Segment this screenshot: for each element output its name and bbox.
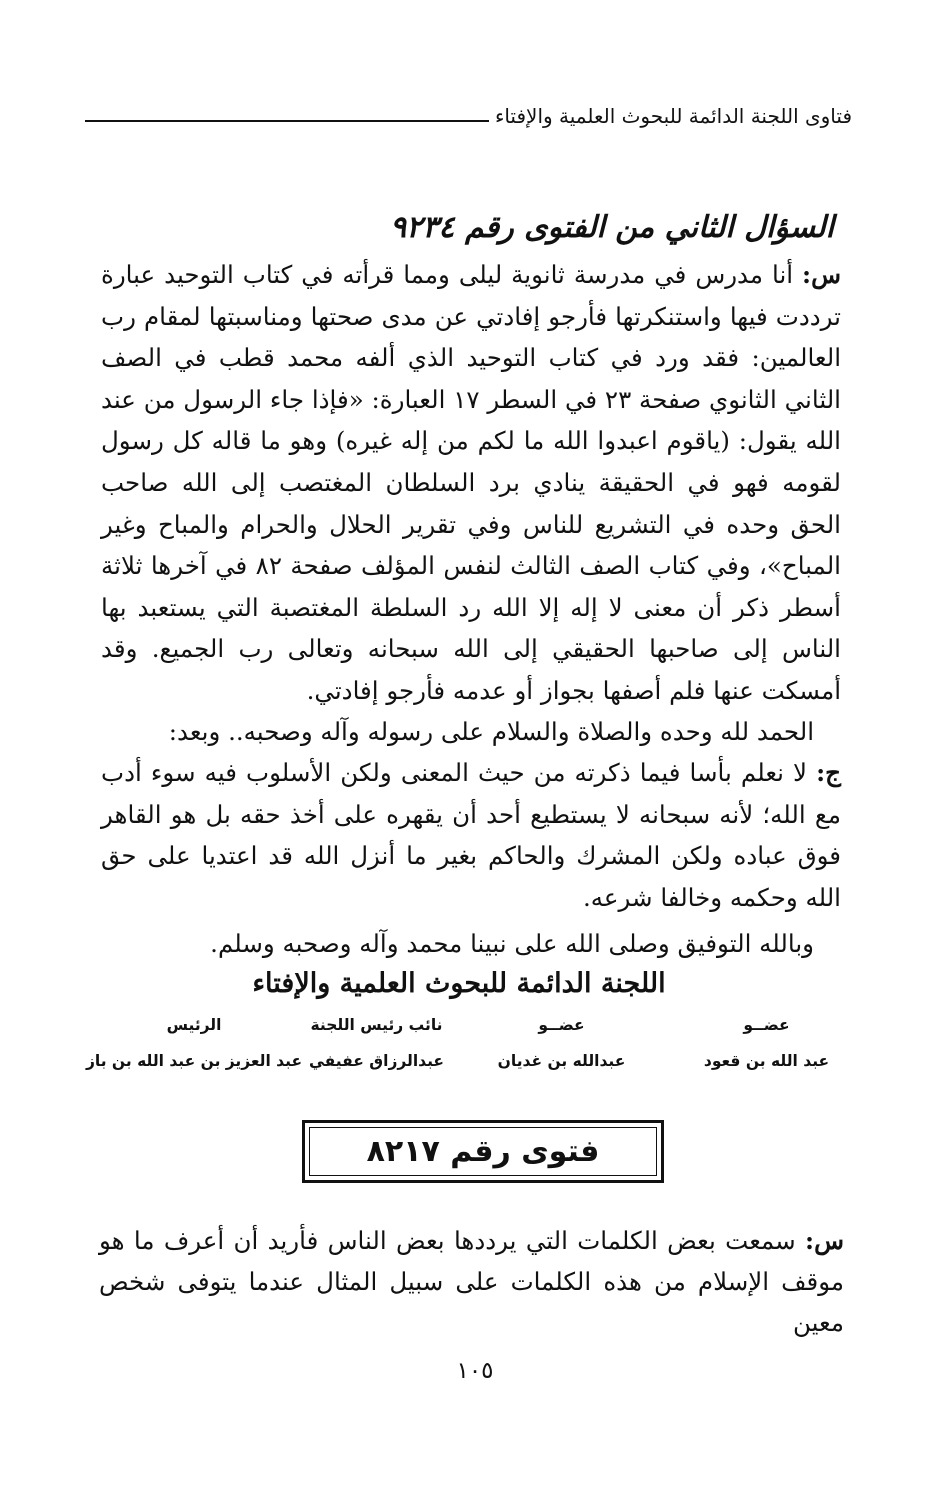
fatwa-title: فتوى رقم ٨٢١٧ [309,1127,657,1176]
header-title: فتاوى اللجنة الدائمة للبحوث العلمية والإفتاء [494,104,852,128]
question-heading: السؤال الثاني من الفتوى رقم ٩٢٣٤ [390,210,834,245]
question-text: أنا مدرس في مدرسة ثانوية ليلى ومما قرأته في كتاب التوحيد عبارة ترددت فيها واستنكرتها فأرجو إفادتي عن مدى صحتها ومناسبتها لمقام رب العالمين: فقد ورد في كتاب التوحيد الذي ألفه محمد قطب في الصف الثاني الثانوي صفحة ٢٣ في السطر ١٧ العبارة: «فإذا جاء الرسول من عند الله يقول: (ياقوم اعبدوا الله ما لكم من إله غيره) وهو ما قاله كل رسول لقومه فهو في الحقيقة ينادي برد السلطان المغتصب إلى الله صاحب الحق وحده في التشريع للناس وفي تقرير الحلال والحرام والمباح وغير المباح»، وفي كتاب الصف الثالث لنفس المؤلف صفحة ٨٢ في آخرها ثلاثة أسطر ذكر أن معنى لا إله إلا الله رد السلطة المغتصبة التي يستعبد بها الناس إلى صاحبها الحقيقي إلى الله سبحانه وتعالى رب الجميع. وقد أمسكت عنها فلم أصفها بجواز أو عدمه فأرجو إفادتي. [101,260,841,705]
page-number: ١٠٥ [456,1358,494,1384]
fatwa-title-box [302,1120,664,1183]
signatory-name: عبدالرزاق عفيفي [308,1052,445,1070]
signatory-name: عبد الله بن قعود [703,1052,830,1070]
closing-line: وبالله التوفيق وصلى الله على نبينا محمد وآله وصحبه وسلم. [210,929,814,958]
signatory-name: عبد العزيز بن عبد الله بن باز [85,1052,303,1070]
header-rule [85,120,489,122]
question-text: سمعت بعض الكلمات التي يرددها بعض الناس فأريد أن أعرف ما هو موقف الإسلام من هذه الكلمات على سبيل المثال عندما يتوفى شخص معين [99,1226,844,1337]
question-label: س: [805,1226,844,1255]
signatory-name: عبدالله بن غديان [497,1052,626,1070]
question-2 [99,1220,844,1343]
signatory-role: الرئيس [166,1016,222,1034]
question-1 [101,254,841,712]
signatory-role: عضــو [743,1016,790,1034]
signatory-member-1 [699,1014,834,1072]
answer-1 [101,752,841,918]
committee-name: اللجنة الدائمة للبحوث العلمية والإفتاء [252,968,666,999]
answer-label: ج: [816,758,841,787]
answer-text: لا نعلم بأسا فيما ذكرته من حيث المعنى ولكن الأسلوب فيه سوء أدب مع الله؛ لأنه سبحانه لا يستطيع أحد أن يقهره على أخذ حقه بل هو القاهر فوق عباده ولكن المشرك والحاكم بغير ما أنزل الله قد اعتديا على حق الله وحكمه وخالفا شرعه. [101,758,841,912]
running-header [85,92,852,130]
signatory-role: نائب رئيس اللجنة [310,1016,443,1034]
answer-praise: الحمد لله وحده والصلاة والسلام على رسوله وآله وصحبه.. وبعد: [168,717,814,746]
signatory-role: عضــو [538,1016,585,1034]
signatory-chairman [84,1014,304,1072]
signatory-deputy-chairman [299,1014,454,1072]
question-label: س: [802,260,841,289]
signatory-member-2 [479,1014,644,1072]
